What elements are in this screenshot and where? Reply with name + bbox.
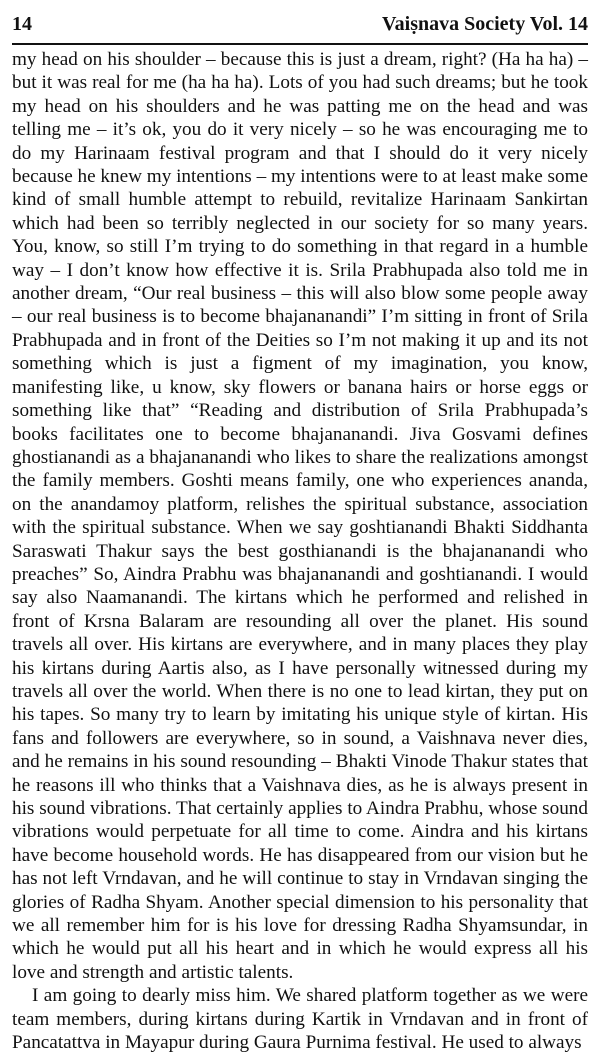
running-title: Vaiṣnava Society Vol. 14 — [382, 13, 588, 35]
body-text — [12, 48, 588, 1054]
page-number: 14 — [12, 13, 32, 35]
running-header — [12, 8, 588, 36]
header-rule — [12, 43, 588, 45]
paragraph: I am going to dearly miss him. We shared platform together as we were team members, during kirtans during Kartik in Vrndavan and in front of Pancatattva in Mayapur during Gaura Purnima festival. He used to always — [12, 985, 588, 1054]
paragraph: my head on his shoulder – because this is just a dream, right? (Ha ha ha) – but it was real for me (ha ha ha). Lots of you had such dreams; but he took my head on his shoulders and he was patting me on the head and was telling me – it’s ok, you do it very nicely – so he was encouraging me to do my Harinaam festival program and that I should do it very nicely because he knew my intentions – my intentions were to at least make some kind of small humble attempt to rebuild, revitalize Harinaam Sankirtan which had been so terribly neglected in our society for so many years. You, know, so still I’m trying to do something in that regard in a humble way – I don’t know how effective it is. Srila Prabhupada also told me in another dream, “Our real business – this will also blow some people away – our real business is to become bhajananandi” I’m sitting in front of Srila Prabhupada and in front of the Deities so I’m not making it up and its not something which is just a figment of my imagination, you know, manifesting like, u know, sky flowers or banana hairs or horse eggs or something like that” “Reading and distribution of Srila Prabhupada’s books facilitates one to become bhajananandi. Jiva Gosvami defines ghostianandi as a bhajananandi who likes to share the realizations amongst the family members. Goshti means family, one who experiences ananda, on the anandamoy platform, relishes the spiritual substance, association with the spiritual substance. When we say goshtianandi Bhakti Siddhanta Saraswati Thakur says the best gosthianandi is the bhajananandi who preaches” So, Aindra Prabhu was bhajananandi and goshtianandi. I would say also Naamanandi. The kirtans which he performed and relished in front of Krsna Balaram are resounding all over the planet. His sound travels all over. His kirtans are everywhere, and in many places they play his kirtans during Aartis also, as I have personally witnessed during my travels all over the world. When there is no one to lead kirtan, they put on his tapes. So many try to learn by imitating his unique style of kirtan. His fans and followers are everywhere, so in sound, a Vaishnava never dies, and he remains in his sound resounding – Bhakti Vinode Thakur states that he reasons ill who thinks that a Vaishnava dies, as he is always present in his sound vibrations. That certainly applies to Aindra Prabhu, whose sound vibrations would perpetuate for all time to come. Aindra and his kirtans have become household words. He has disappeared from our vision but he has not left Vrndavan, and he will continue to stay in Vrndavan singing the glories of Radha Shyam. Another special dimension to his personality that we all remember him for is his love for dressing Radha Shyamsundar, in which he would put all his heart and in which he would express all his love and strength and artistic talents. — [12, 49, 589, 983]
